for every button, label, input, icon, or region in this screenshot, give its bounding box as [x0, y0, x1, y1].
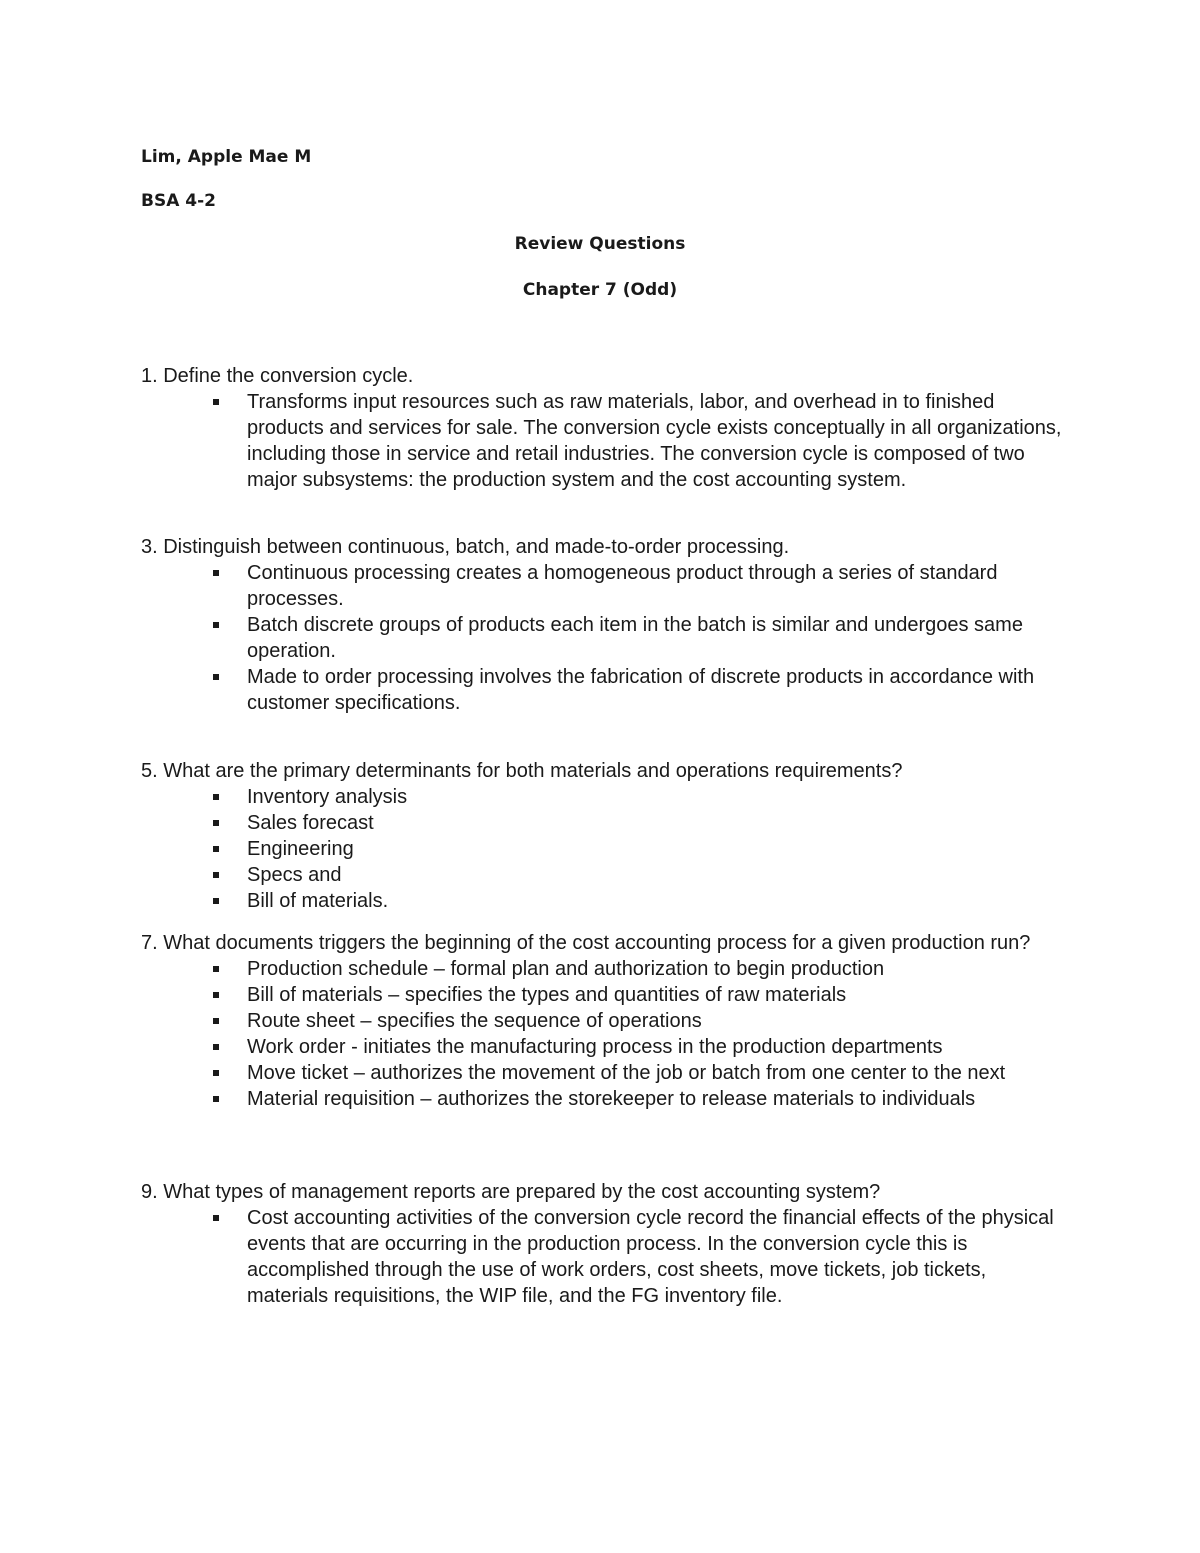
- answer-item: [141, 784, 1071, 810]
- question-text: 1. Define the conversion cycle.: [141, 365, 414, 387]
- answer-text: Work order - initiates the manufacturing process in the production departments: [247, 1036, 943, 1058]
- answer-list: [141, 956, 1071, 1112]
- question-text: 9. What types of management reports are prepared by the cost accounting system?: [141, 1181, 881, 1203]
- answer-item: [141, 664, 1071, 716]
- square-bullet-icon: [213, 872, 219, 878]
- answer-text: Route sheet – specifies the sequence of operations: [247, 1010, 702, 1032]
- answer-text: Cost accounting activities of the conversion cycle record the financial effects of the physical events that are occurring in the production process. In the conversion cycle this is accomplished through the use of work orders, cost sheets, move tickets, job tickets, materials requisitions, the WIP file, and the FG inventory file.: [247, 1207, 1054, 1307]
- answer-text: Specs and: [247, 864, 342, 886]
- question-block-1: [141, 363, 1071, 493]
- answer-text: Material requisition – authorizes the storekeeper to release materials to individuals: [247, 1088, 976, 1110]
- answer-list: [141, 784, 1071, 914]
- answer-text: Sales forecast: [247, 812, 374, 834]
- answer-item: [141, 1008, 1071, 1034]
- answer-item: [141, 1034, 1071, 1060]
- square-bullet-icon: [213, 846, 219, 852]
- answer-text: Inventory analysis: [247, 786, 408, 808]
- square-bullet-icon: [213, 622, 219, 628]
- answer-text: Transforms input resources such as raw materials, labor, and overhead in to finished products and services for sale. The conversion cycle exists conceptually in all organizations, including those in service and retail industries. The conversion cycle is composed of two major subsystems: the production system and the cost accounting system.: [247, 391, 1062, 491]
- answer-item: [141, 1086, 1071, 1112]
- question-block-5: [141, 758, 1071, 914]
- question-text: 3. Distinguish between continuous, batch, and made-to-order processing.: [141, 536, 790, 558]
- answer-text: Move ticket – authorizes the movement of the job or batch from one center to the next: [247, 1062, 1006, 1084]
- answer-text: Batch discrete groups of products each item in the batch is similar and undergoes same operation.: [247, 614, 1023, 662]
- answer-list: [141, 1205, 1071, 1309]
- answer-list: [141, 389, 1071, 493]
- answer-item: [141, 862, 1071, 888]
- square-bullet-icon: [213, 674, 219, 680]
- square-bullet-icon: [213, 992, 219, 998]
- answer-item: [141, 1060, 1071, 1086]
- answer-text: Engineering: [247, 838, 354, 860]
- answer-item: [141, 956, 1071, 982]
- square-bullet-icon: [213, 794, 219, 800]
- square-bullet-icon: [213, 820, 219, 826]
- square-bullet-icon: [213, 1215, 219, 1221]
- answer-item: [141, 612, 1071, 664]
- answer-item: [141, 982, 1071, 1008]
- answer-item: [141, 810, 1071, 836]
- answer-item: [141, 836, 1071, 862]
- document-title: Review Questions: [514, 234, 686, 254]
- answer-text: Production schedule – formal plan and authorization to begin production: [247, 958, 885, 980]
- answer-item: [141, 888, 1071, 914]
- answer-text: Continuous processing creates a homogeneous product through a series of standard processes.: [247, 562, 998, 610]
- chapter-heading: Chapter 7 (Odd): [522, 280, 678, 300]
- square-bullet-icon: [213, 1070, 219, 1076]
- answer-text: Made to order processing involves the fabrication of discrete products in accordance with customer specifications.: [247, 666, 1035, 714]
- question-block-9: [141, 1179, 1071, 1309]
- question-text: 7. What documents triggers the beginning of the cost accounting process for a given production run?: [141, 932, 1031, 954]
- square-bullet-icon: [213, 966, 219, 972]
- square-bullet-icon: [213, 1096, 219, 1102]
- answer-item: [141, 560, 1071, 612]
- square-bullet-icon: [213, 1018, 219, 1024]
- student-name: Lim, Apple Mae M: [141, 147, 312, 167]
- square-bullet-icon: [213, 570, 219, 576]
- question-block-3: [141, 534, 1071, 716]
- answer-item: [141, 1205, 1071, 1309]
- answer-item: [141, 389, 1071, 493]
- answer-text: Bill of materials.: [247, 890, 389, 912]
- square-bullet-icon: [213, 1044, 219, 1050]
- answer-text: Bill of materials – specifies the types and quantities of raw materials: [247, 984, 847, 1006]
- question-text: 5. What are the primary determinants for both materials and operations requirements?: [141, 760, 903, 782]
- question-block-7: [141, 930, 1071, 1112]
- student-section: BSA 4-2: [141, 191, 216, 211]
- square-bullet-icon: [213, 898, 219, 904]
- square-bullet-icon: [213, 399, 219, 405]
- answer-list: [141, 560, 1071, 716]
